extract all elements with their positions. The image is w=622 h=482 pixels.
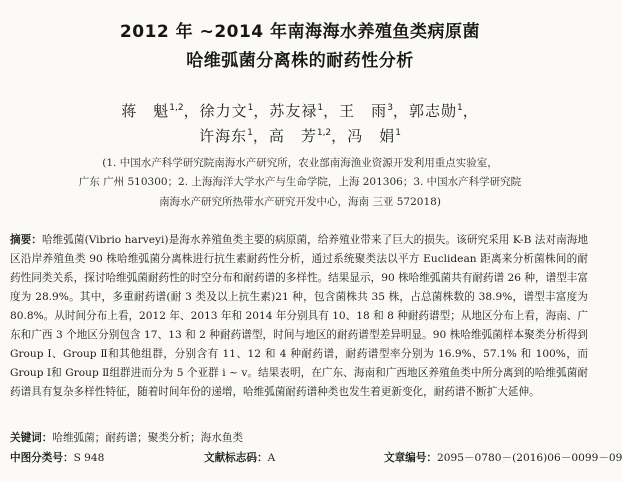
author-separator: ， xyxy=(252,127,269,145)
abstract-label: 摘要： xyxy=(10,234,42,246)
author-name: 徐力文 xyxy=(199,102,248,120)
author-separator: ， xyxy=(323,102,340,120)
article-number: 文章编号：2095－0780－(2016)06－0099－09 xyxy=(384,452,622,464)
document-code: 文献标志码：A xyxy=(204,452,276,464)
classification-line xyxy=(10,450,622,466)
author-affiliation-mark: 1 xyxy=(247,103,254,113)
author-separator: ， xyxy=(392,102,409,120)
affiliation-line-2: 广东 广州 510300；2. 上海海洋大学水产与生命学院，上海 201306；3. 中国水产科学研究院 xyxy=(78,176,522,188)
author-name: 蒋 魁 xyxy=(121,102,170,120)
author-separator: ， xyxy=(331,127,348,145)
affiliation-line-3: 南海水产研究所热带水产研究开发中心，海南 三亚 572018) xyxy=(159,196,441,208)
author-name: 王 雨 xyxy=(339,102,388,120)
author-name: 苏友禄 xyxy=(269,102,318,120)
author-name: 郭志勋 xyxy=(408,102,457,120)
author-affiliation-mark: 1 xyxy=(317,103,324,113)
author-affiliation-mark: 1 xyxy=(456,103,463,113)
author-name: 高 芳 xyxy=(268,127,317,145)
author-name: 冯 娟 xyxy=(347,127,396,145)
clc-number: 中图分类号：S 948 xyxy=(10,452,105,464)
keywords-text: 哈维弧菌；耐药谱；聚类分析；海水鱼类 xyxy=(52,432,244,444)
title-line-1: 2012 年 ~2014 年南海海水养殖鱼类病原菌 xyxy=(119,22,481,42)
abstract xyxy=(10,231,588,402)
author-separator: ， xyxy=(462,102,479,120)
author-separator: ， xyxy=(253,102,270,120)
author-affiliation-mark: 1 xyxy=(247,128,253,138)
keywords-label: 关键词： xyxy=(10,432,53,444)
author-affiliation-mark: 1,2 xyxy=(316,128,332,138)
author-affiliation-mark: 3 xyxy=(387,103,393,113)
authors-line-2 xyxy=(0,125,600,146)
author-separator: ， xyxy=(183,102,200,120)
author-affiliation-mark: 1,2 xyxy=(169,103,184,113)
author-name: 许海东 xyxy=(199,127,248,145)
authors-line-1 xyxy=(0,100,600,121)
keywords xyxy=(10,430,590,445)
title-line-2: 哈维弧菌分离株的耐药性分析 xyxy=(186,51,414,71)
author-affiliation-mark: 1 xyxy=(395,128,401,138)
abstract-text: 哈维弧菌(Vibrio harveyi)是海水养殖鱼类主要的病原菌，给养殖业带来了巨大的损失。该研究采用 K-B 法对南海地区沿岸养殖鱼类 90 株哈维弧菌分离株进行抗生素耐药性分析，通过系统聚类法以平方 Euclidean 距离来分析菌株间的耐药性同类关系，探讨哈维弧菌耐药性的时空分布和耐药谱的多样性。结果显示，90 株哈维弧菌共有耐药谱 26 种，谱型丰富度为 28.9%。其中，多重耐药谱(耐 3 类及以上抗生素)21 种，包含菌株共 35 株，占总菌株数的 38.9%，谱型丰富度为 80.8%。从时间分布上看，2012 年、2013 年和 2014 年分别具有 10、18 和 8 种耐药谱型；从地区分布上看，海南、广东和广西 3 个地区分别包含 17、13 和 2 种耐药谱型，时间与地区的耐药谱型差异明显。90 株哈维弧菌样本聚类分析得到 Group Ⅰ、Group Ⅱ和其他组群，分别含有 11、12 和 4 种耐药谱，耐药谱型率分别为 16.9%、57.1% 和 100%，而 Group Ⅰ和 Group Ⅱ组群进而分为 5 个亚群 i ~ v。结果表明，在广东、海南和广西地区养殖鱼类中所分离到的哈维弧菌耐药谱具有复杂多样性特征，随着时间年份的递增，哈维弧菌耐药谱种类也发生着更新变化，耐药谱不断扩大延伸。 xyxy=(10,234,589,398)
affiliation-line-1: (1. 中国水产科学研究院南海水产研究所，农业部南海渔业资源开发利用重点实验室， xyxy=(102,157,498,169)
